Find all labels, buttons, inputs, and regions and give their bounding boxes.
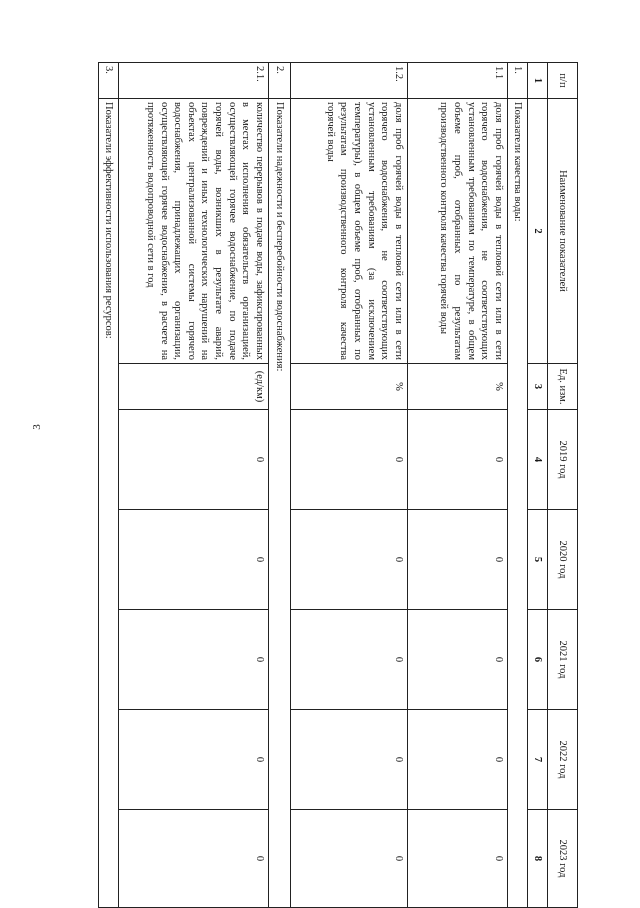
value-2020: 0	[408, 510, 508, 610]
indicator-description: доля проб горячей воды в тепловой сети или в сети горячего водоснабжения, не соответствующих установленным требованиям по температуре, в общем объеме проб, отобранных по результатам производственного контроля качества горячей воды	[408, 99, 508, 364]
page-number: 3	[30, 424, 43, 430]
value-2023: 0	[291, 810, 408, 908]
table-row	[291, 63, 408, 908]
section-number: 1.	[508, 63, 528, 99]
unit-cell: %	[291, 364, 408, 410]
col-header-name: Наименование показателей	[548, 99, 578, 364]
col-number: 2	[528, 99, 548, 364]
value-2022: 0	[408, 710, 508, 810]
value-2021: 0	[408, 610, 508, 710]
rotated-table-wrapper	[103, 62, 578, 907]
section-row	[99, 63, 119, 908]
unit-cell: %	[408, 364, 508, 410]
column-number-row	[528, 63, 548, 908]
col-header-2019: 2019 год	[548, 410, 578, 510]
col-header-unit: Ед. изм.	[548, 364, 578, 410]
value-2021: 0	[291, 610, 408, 710]
unit-cell: (ед/км)	[119, 364, 269, 410]
section-number: 2.	[269, 63, 291, 99]
section-title: Показатели надежности и бесперебойности водоснабжения:	[269, 99, 291, 908]
value-2020: 0	[119, 510, 269, 610]
row-number: 1.2.	[291, 63, 408, 99]
section-title: Показатели качества воды:	[508, 99, 528, 908]
col-number: 4	[528, 410, 548, 510]
col-header-2021: 2021 год	[548, 610, 578, 710]
value-2020: 0	[291, 510, 408, 610]
indicators-table	[98, 62, 578, 908]
row-number: 1.1	[408, 63, 508, 99]
col-header-2023: 2023 год	[548, 810, 578, 908]
indicator-description: количество перерывов в подаче воды, зафиксированных в местах исполнения обязательств организацией, осуществляющей горячее водоснабжение, по подаче горячей воды, возникших в результате аварий, повреждений и иных технологических нарушений на объектах централизованной системы горячего водоснабжения, принадлежащих организации, осуществляющей горячее водоснабжение, в расчете на протяженность водопроводной сети в год	[119, 99, 269, 364]
col-header-2022: 2022 год	[548, 710, 578, 810]
value-2022: 0	[291, 710, 408, 810]
col-header-2020: 2020 год	[548, 510, 578, 610]
col-header-num: п/п	[548, 63, 578, 99]
table-row	[119, 63, 269, 908]
col-number: 6	[528, 610, 548, 710]
value-2019: 0	[119, 410, 269, 510]
row-number: 2.1.	[119, 63, 269, 99]
value-2019: 0	[408, 410, 508, 510]
value-2022: 0	[119, 710, 269, 810]
value-2023: 0	[408, 810, 508, 908]
section-number: 3.	[99, 63, 119, 99]
indicator-description: доля проб горячей воды в тепловой сети или в сети горячего водоснабжения, не соответствующих установленным требованиям (за исключением температуры), в общем объеме проб, отобранных по результатам производственного контроля качества горячей воды	[291, 99, 408, 364]
section-title: Показатели эффективности использования ресурсов:	[99, 99, 119, 908]
col-number: 3	[528, 364, 548, 410]
col-number: 8	[528, 810, 548, 908]
value-2021: 0	[119, 610, 269, 710]
header-row	[548, 63, 578, 908]
value-2023: 0	[119, 810, 269, 908]
col-number: 5	[528, 510, 548, 610]
col-number: 7	[528, 710, 548, 810]
section-row	[508, 63, 528, 908]
value-2019: 0	[291, 410, 408, 510]
col-number: 1	[528, 63, 548, 99]
section-row	[269, 63, 291, 908]
table-row	[408, 63, 508, 908]
